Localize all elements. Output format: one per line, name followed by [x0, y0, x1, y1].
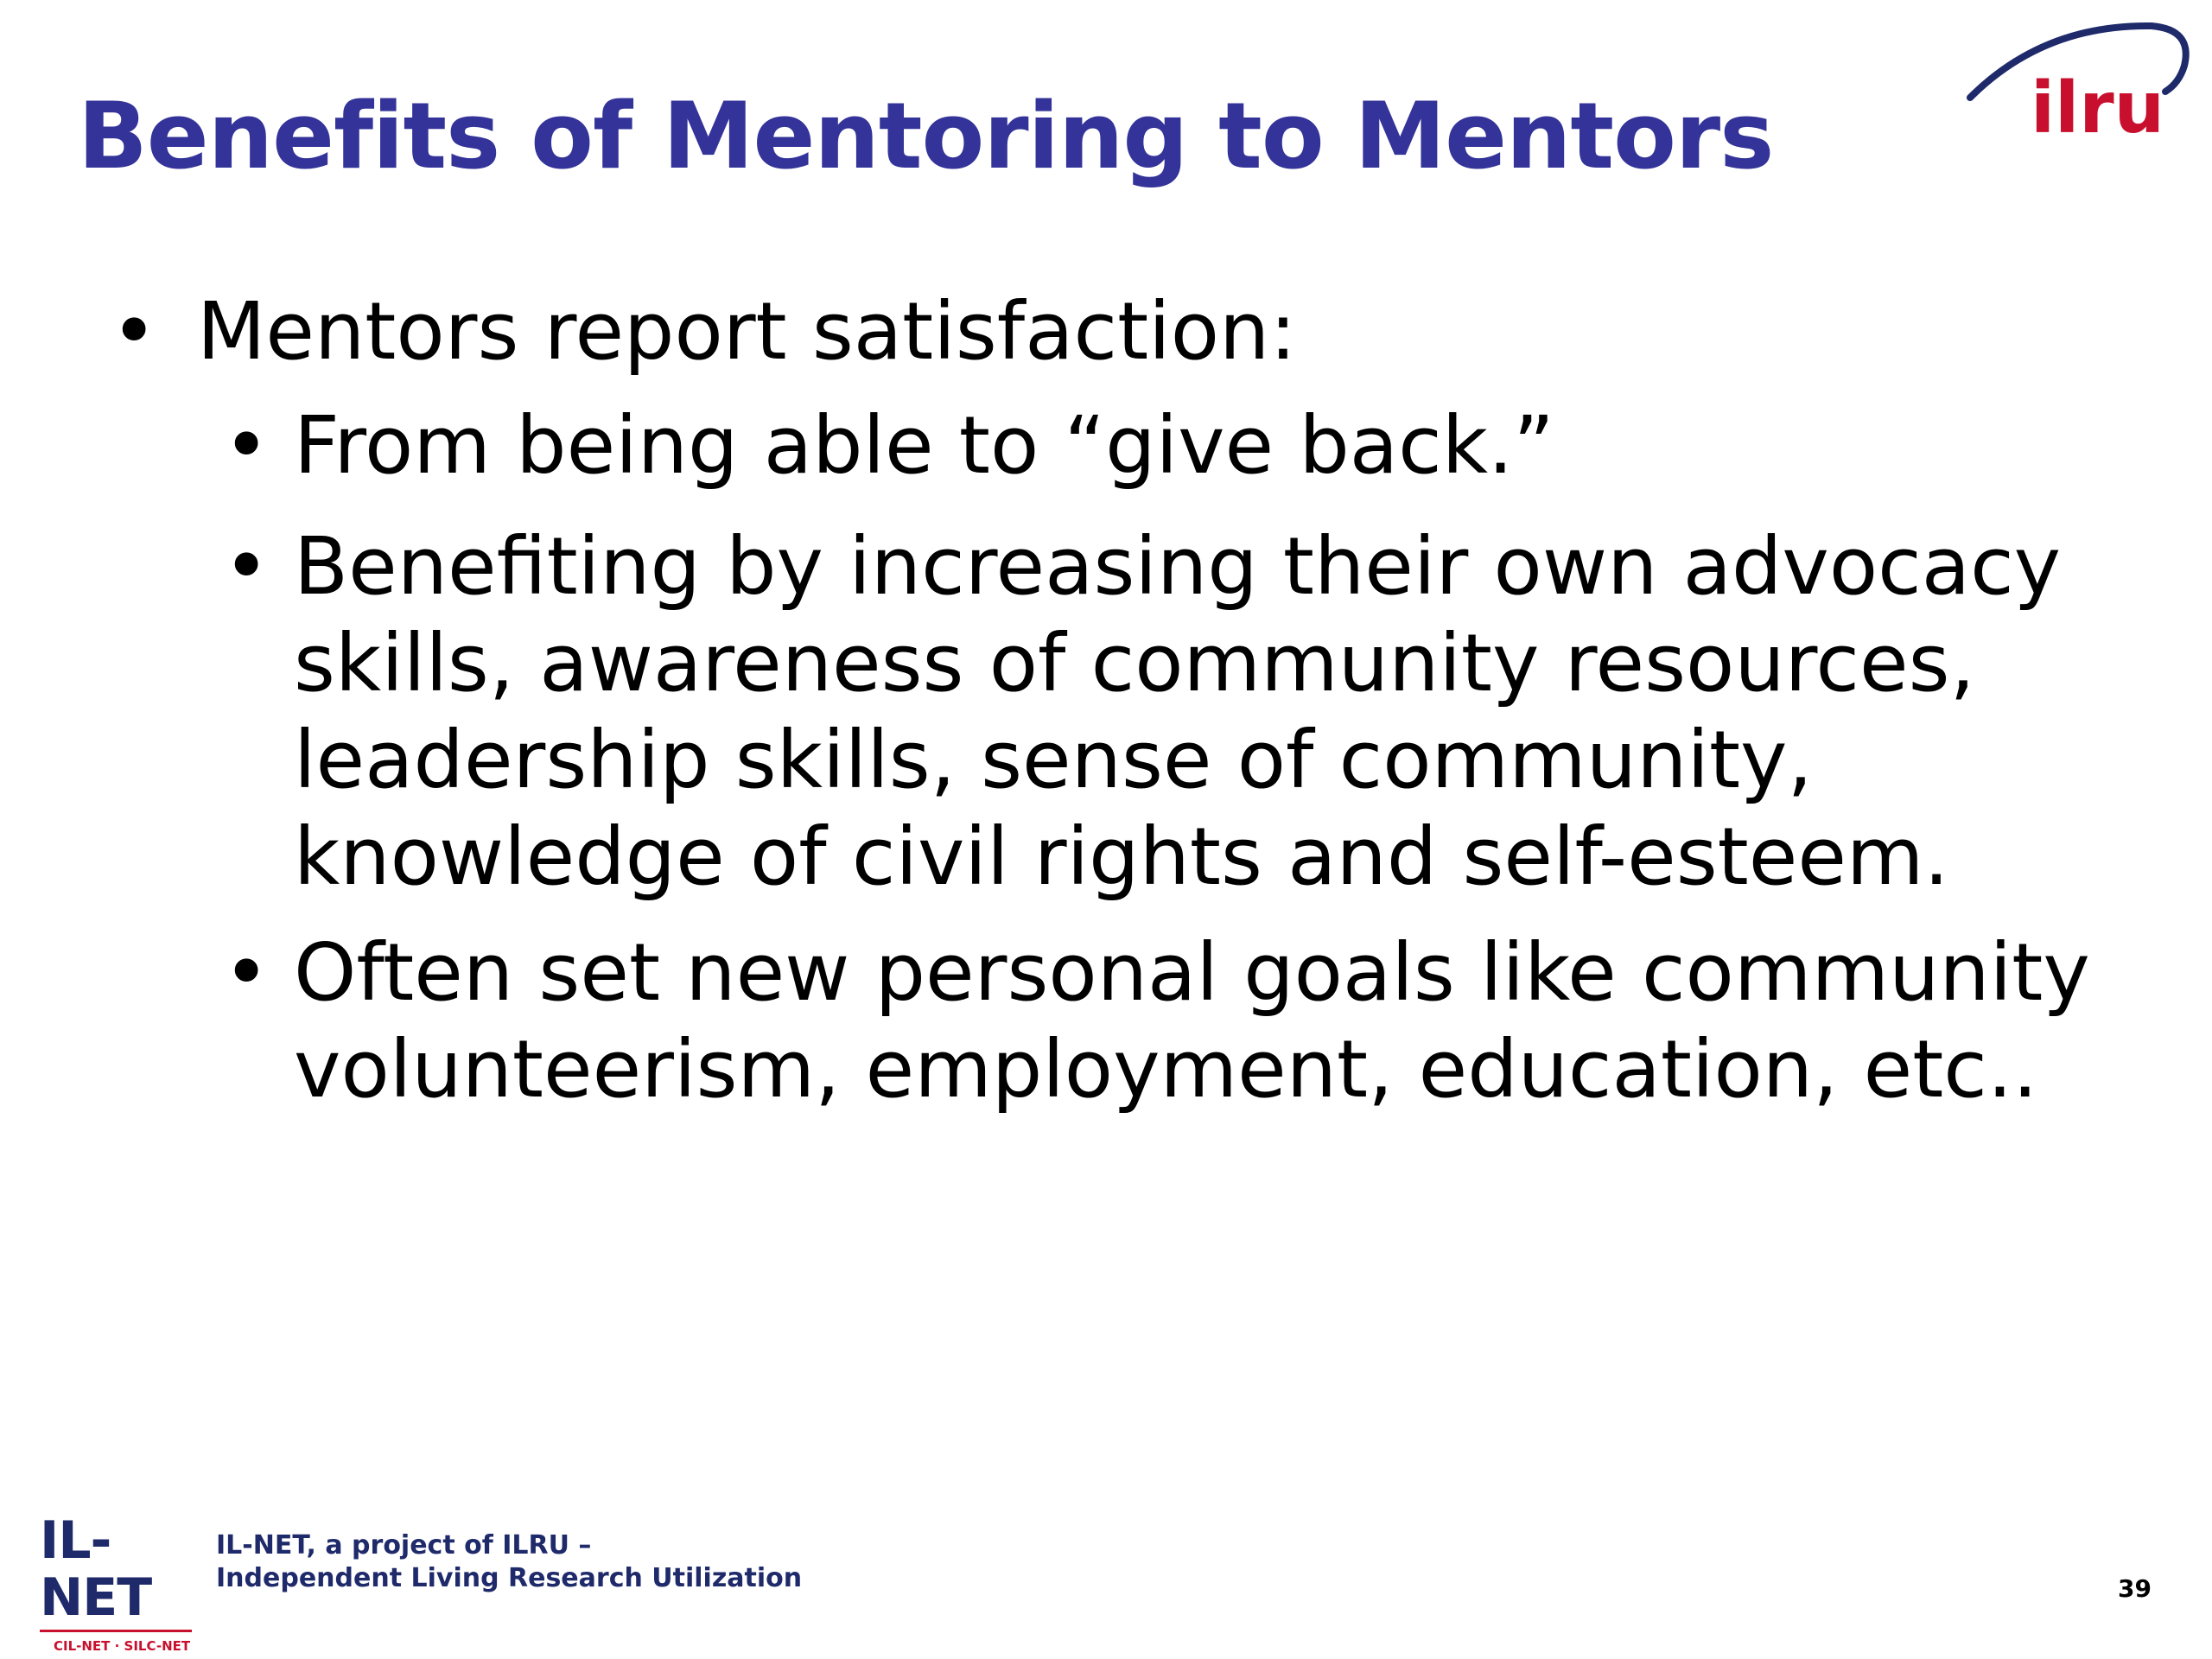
sub-bullet-dot: •	[223, 926, 270, 1019]
il-net-logo-sub: CIL-NET · SILC-NET	[54, 1638, 191, 1654]
sub-bullet-dot: •	[223, 399, 270, 492]
il-net-logo-word: IL-NET	[40, 1510, 152, 1628]
footer-tagline	[216, 1529, 802, 1595]
footer-tagline-line2: Independent Living Research Utilization	[216, 1563, 803, 1593]
page-number: 39	[2118, 1574, 2152, 1603]
slide-title: Benefits of Mentoring to Mentors	[78, 83, 1774, 189]
sub-bullet-text: Often set new personal goals like community volunteerism, employment, education, etc..	[294, 926, 2090, 1116]
bullet-dot: •	[111, 285, 158, 378]
ilru-logo	[1961, 16, 2195, 145]
ilru-logo-text: ilru	[2031, 67, 2165, 145]
footer-tagline-line1: IL-NET, a project of ILRU –	[216, 1530, 592, 1560]
sub-bullet-text: Benefiting by increasing their own advocacy skills, awareness of community resources, leadership skills, sense of community, knowledge of civil rights and self-esteem.	[294, 520, 2062, 903]
il-net-logo-rule	[40, 1630, 192, 1632]
sub-bullet-text: From being able to “give back.”	[294, 399, 1554, 492]
footer	[0, 1503, 2212, 1654]
bullet-text: Mentors report satisfaction:	[197, 285, 1297, 378]
sub-bullet-dot: •	[223, 520, 270, 613]
il-net-logo	[40, 1512, 204, 1655]
